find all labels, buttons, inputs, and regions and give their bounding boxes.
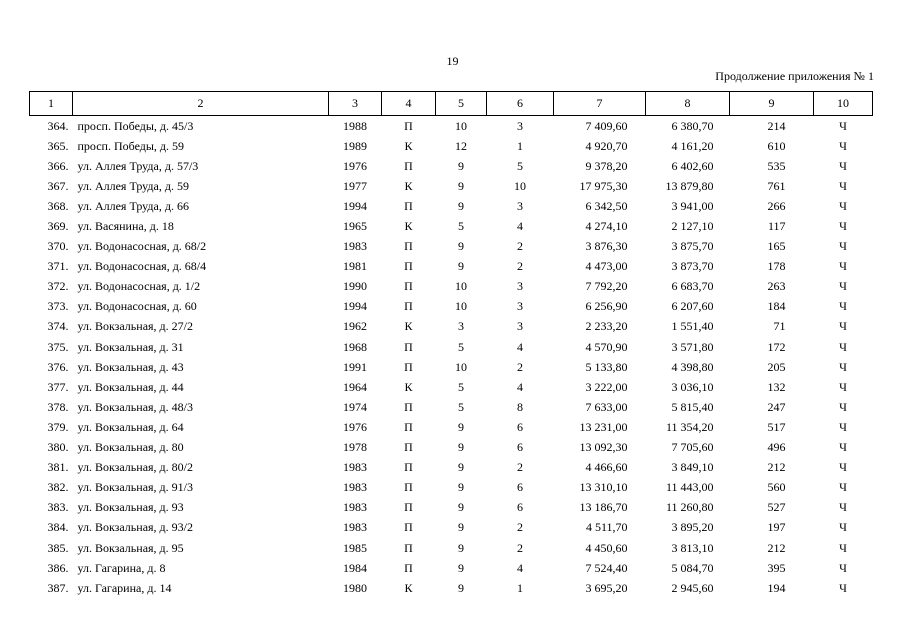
table-row bbox=[30, 136, 873, 156]
wall-type-cell: П bbox=[404, 279, 413, 294]
floors-cell: 12 bbox=[455, 138, 467, 153]
total-area-cell: 13 231,00 bbox=[579, 419, 628, 434]
address-cell: ул. Вокзальная, д. 93 bbox=[77, 500, 184, 515]
row-number-cell: 380. bbox=[47, 440, 69, 455]
entrances-cell: 3 bbox=[517, 279, 523, 294]
living-area-cell: 3 875,70 bbox=[671, 239, 714, 254]
residents-cell: 165 bbox=[767, 239, 786, 254]
row-number-cell: 384. bbox=[47, 520, 69, 535]
wall-type-cell: П bbox=[404, 399, 413, 414]
column-header-2: 2 bbox=[73, 92, 329, 116]
table-row bbox=[30, 237, 873, 257]
total-area-cell: 5 133,80 bbox=[585, 359, 628, 374]
row-number-cell: 383. bbox=[47, 500, 69, 515]
table-row bbox=[30, 196, 873, 216]
table-row bbox=[30, 116, 873, 137]
year-cell: 1976 bbox=[343, 419, 367, 434]
address-cell: ул. Аллея Труда, д. 66 bbox=[77, 198, 189, 213]
entrances-cell: 3 bbox=[517, 319, 523, 334]
entrances-cell: 3 bbox=[517, 198, 523, 213]
address-cell: ул. Вокзальная, д. 93/2 bbox=[77, 520, 193, 535]
table-row bbox=[30, 277, 873, 297]
residents-cell: 214 bbox=[767, 118, 786, 133]
total-area-cell: 4 511,70 bbox=[585, 520, 628, 535]
floors-cell: 9 bbox=[458, 198, 464, 213]
entrances-cell: 3 bbox=[517, 118, 523, 133]
residents-cell: 205 bbox=[767, 359, 786, 374]
category-cell: Ч bbox=[839, 399, 847, 414]
category-cell: Ч bbox=[839, 118, 847, 133]
floors-cell: 5 bbox=[458, 339, 464, 354]
total-area-cell: 4 466,60 bbox=[585, 460, 628, 475]
table-row bbox=[30, 518, 873, 538]
living-area-cell: 2 127,10 bbox=[671, 219, 714, 234]
total-area-cell: 9 378,20 bbox=[585, 158, 628, 173]
living-area-cell: 3 849,10 bbox=[671, 460, 714, 475]
row-number-cell: 382. bbox=[47, 480, 69, 495]
year-cell: 1983 bbox=[343, 239, 367, 254]
address-cell: ул. Вокзальная, д. 80 bbox=[77, 440, 184, 455]
residents-cell: 247 bbox=[767, 399, 786, 414]
address-cell: ул. Васянина, д. 18 bbox=[77, 219, 174, 234]
wall-type-cell: П bbox=[404, 520, 413, 535]
wall-type-cell: П bbox=[404, 500, 413, 515]
table-row bbox=[30, 317, 873, 337]
column-header-1: 1 bbox=[30, 92, 73, 116]
category-cell: Ч bbox=[839, 540, 847, 555]
category-cell: Ч bbox=[839, 379, 847, 394]
row-number-cell: 367. bbox=[47, 178, 69, 193]
category-cell: Ч bbox=[839, 279, 847, 294]
wall-type-cell: К bbox=[404, 580, 413, 595]
entrances-cell: 10 bbox=[514, 178, 526, 193]
category-cell: Ч bbox=[839, 198, 847, 213]
entrances-cell: 2 bbox=[517, 239, 523, 254]
address-cell: ул. Водонасосная, д. 68/4 bbox=[77, 259, 207, 274]
living-area-cell: 3 873,70 bbox=[671, 259, 714, 274]
residents-cell: 610 bbox=[767, 138, 786, 153]
year-cell: 1985 bbox=[343, 540, 367, 555]
table-row bbox=[30, 156, 873, 176]
wall-type-cell: П bbox=[404, 158, 413, 173]
residents-cell: 560 bbox=[767, 480, 786, 495]
entrances-cell: 1 bbox=[517, 138, 523, 153]
wall-type-cell: К bbox=[404, 178, 413, 193]
category-cell: Ч bbox=[839, 480, 847, 495]
year-cell: 1965 bbox=[343, 219, 367, 234]
row-number-cell: 372. bbox=[47, 279, 69, 294]
row-number-cell: 376. bbox=[47, 359, 69, 374]
row-number-cell: 381. bbox=[47, 460, 69, 475]
residents-cell: 263 bbox=[767, 279, 786, 294]
floors-cell: 9 bbox=[458, 440, 464, 455]
column-header-10: 10 bbox=[814, 92, 873, 116]
residents-cell: 178 bbox=[767, 259, 786, 274]
floors-cell: 9 bbox=[458, 500, 464, 515]
residents-cell: 132 bbox=[767, 379, 786, 394]
living-area-cell: 6 380,70 bbox=[671, 118, 714, 133]
living-area-cell: 5 815,40 bbox=[671, 399, 714, 414]
category-cell: Ч bbox=[839, 460, 847, 475]
year-cell: 1983 bbox=[343, 520, 367, 535]
row-number-cell: 386. bbox=[47, 560, 69, 575]
page-number: 19 bbox=[446, 54, 459, 68]
address-cell: просп. Победы, д. 59 bbox=[77, 138, 185, 153]
year-cell: 1981 bbox=[343, 259, 367, 274]
entrances-cell: 6 bbox=[517, 480, 523, 495]
year-cell: 1980 bbox=[343, 580, 367, 595]
entrances-cell: 3 bbox=[517, 299, 523, 314]
total-area-cell: 4 274,10 bbox=[585, 219, 628, 234]
wall-type-cell: К bbox=[404, 319, 413, 334]
category-cell: Ч bbox=[839, 219, 847, 234]
address-cell: ул. Вокзальная, д. 31 bbox=[77, 339, 184, 354]
column-header-5: 5 bbox=[436, 92, 487, 116]
entrances-cell: 2 bbox=[517, 259, 523, 274]
residents-cell: 527 bbox=[767, 500, 786, 515]
entrances-cell: 1 bbox=[517, 580, 523, 595]
category-cell: Ч bbox=[839, 259, 847, 274]
year-cell: 1991 bbox=[343, 359, 367, 374]
address-cell: ул. Гагарина, д. 14 bbox=[77, 580, 172, 595]
category-cell: Ч bbox=[839, 440, 847, 455]
column-header-6: 6 bbox=[487, 92, 554, 116]
category-cell: Ч bbox=[839, 500, 847, 515]
category-cell: Ч bbox=[839, 520, 847, 535]
entrances-cell: 5 bbox=[517, 158, 523, 173]
year-cell: 1994 bbox=[343, 299, 367, 314]
year-cell: 1989 bbox=[343, 138, 367, 153]
total-area-cell: 6 256,90 bbox=[585, 299, 628, 314]
row-number-cell: 369. bbox=[47, 219, 69, 234]
table-row bbox=[30, 538, 873, 558]
entrances-cell: 4 bbox=[517, 379, 523, 394]
living-area-cell: 6 402,60 bbox=[671, 158, 714, 173]
residents-cell: 266 bbox=[767, 198, 786, 213]
total-area-cell: 17 975,30 bbox=[579, 178, 628, 193]
category-cell: Ч bbox=[839, 239, 847, 254]
table-row bbox=[30, 578, 873, 598]
total-area-cell: 13 310,10 bbox=[579, 480, 628, 495]
living-area-cell: 7 705,60 bbox=[671, 440, 714, 455]
address-cell: ул. Вокзальная, д. 44 bbox=[77, 379, 184, 394]
table-row bbox=[30, 337, 873, 357]
floors-cell: 9 bbox=[458, 239, 464, 254]
address-cell: ул. Водонасосная, д. 68/2 bbox=[77, 239, 207, 254]
living-area-cell: 2 945,60 bbox=[671, 580, 714, 595]
wall-type-cell: К bbox=[404, 219, 413, 234]
address-cell: ул. Гагарина, д. 8 bbox=[77, 560, 166, 575]
appendix-continuation-caption: Продолжение приложения № 1 bbox=[715, 69, 874, 83]
table-row bbox=[30, 297, 873, 317]
entrances-cell: 2 bbox=[517, 520, 523, 535]
total-area-cell: 7 409,60 bbox=[585, 118, 628, 133]
residents-cell: 535 bbox=[767, 158, 786, 173]
floors-cell: 9 bbox=[458, 259, 464, 274]
living-area-cell: 4 398,80 bbox=[671, 359, 714, 374]
floors-cell: 3 bbox=[458, 319, 464, 334]
row-number-cell: 374. bbox=[47, 319, 69, 334]
total-area-cell: 4 920,70 bbox=[585, 138, 628, 153]
wall-type-cell: К bbox=[404, 379, 413, 394]
table-row bbox=[30, 357, 873, 377]
wall-type-cell: К bbox=[404, 138, 413, 153]
wall-type-cell: П bbox=[404, 540, 413, 555]
entrances-cell: 4 bbox=[517, 560, 523, 575]
year-cell: 1994 bbox=[343, 198, 367, 213]
residents-cell: 517 bbox=[767, 419, 786, 434]
year-cell: 1988 bbox=[343, 118, 367, 133]
housing-registry-table bbox=[29, 91, 873, 598]
residents-cell: 761 bbox=[767, 178, 786, 193]
floors-cell: 5 bbox=[458, 379, 464, 394]
living-area-cell: 3 036,10 bbox=[671, 379, 714, 394]
total-area-cell: 7 792,20 bbox=[585, 279, 628, 294]
table-row bbox=[30, 216, 873, 236]
year-cell: 1964 bbox=[343, 379, 367, 394]
floors-cell: 5 bbox=[458, 399, 464, 414]
entrances-cell: 6 bbox=[517, 500, 523, 515]
residents-cell: 212 bbox=[767, 540, 786, 555]
column-header-7: 7 bbox=[554, 92, 646, 116]
table-row bbox=[30, 377, 873, 397]
category-cell: Ч bbox=[839, 319, 847, 334]
wall-type-cell: П bbox=[404, 460, 413, 475]
year-cell: 1984 bbox=[343, 560, 367, 575]
residents-cell: 172 bbox=[767, 339, 786, 354]
column-header-9: 9 bbox=[730, 92, 814, 116]
year-cell: 1962 bbox=[343, 319, 367, 334]
living-area-cell: 6 207,60 bbox=[671, 299, 714, 314]
wall-type-cell: П bbox=[404, 239, 413, 254]
year-cell: 1974 bbox=[343, 399, 367, 414]
floors-cell: 10 bbox=[455, 299, 467, 314]
entrances-cell: 2 bbox=[517, 540, 523, 555]
floors-cell: 10 bbox=[455, 359, 467, 374]
residents-cell: 496 bbox=[767, 440, 786, 455]
row-number-cell: 365. bbox=[47, 138, 69, 153]
living-area-cell: 11 443,00 bbox=[665, 480, 714, 495]
column-header-4: 4 bbox=[382, 92, 436, 116]
row-number-cell: 387. bbox=[47, 580, 69, 595]
living-area-cell: 3 941,00 bbox=[671, 198, 714, 213]
row-number-cell: 370. bbox=[47, 239, 69, 254]
total-area-cell: 7 633,00 bbox=[585, 399, 628, 414]
living-area-cell: 11 260,80 bbox=[665, 500, 714, 515]
category-cell: Ч bbox=[839, 339, 847, 354]
residents-cell: 194 bbox=[767, 580, 786, 595]
wall-type-cell: П bbox=[404, 419, 413, 434]
wall-type-cell: П bbox=[404, 198, 413, 213]
floors-cell: 9 bbox=[458, 419, 464, 434]
address-cell: просп. Победы, д. 45/3 bbox=[77, 118, 194, 133]
year-cell: 1983 bbox=[343, 500, 367, 515]
table-row bbox=[30, 458, 873, 478]
table-row bbox=[30, 558, 873, 578]
address-cell: ул. Аллея Труда, д. 59 bbox=[77, 178, 189, 193]
row-number-cell: 371. bbox=[47, 259, 69, 274]
wall-type-cell: П bbox=[404, 299, 413, 314]
category-cell: Ч bbox=[839, 158, 847, 173]
total-area-cell: 3 695,20 bbox=[585, 580, 628, 595]
year-cell: 1990 bbox=[343, 279, 367, 294]
category-cell: Ч bbox=[839, 299, 847, 314]
year-cell: 1978 bbox=[343, 440, 367, 455]
residents-cell: 212 bbox=[767, 460, 786, 475]
living-area-cell: 5 084,70 bbox=[671, 560, 714, 575]
table-header-row bbox=[30, 92, 873, 116]
year-cell: 1977 bbox=[343, 178, 367, 193]
table-row bbox=[30, 176, 873, 196]
total-area-cell: 3 222,00 bbox=[585, 379, 628, 394]
column-header-8: 8 bbox=[646, 92, 730, 116]
floors-cell: 9 bbox=[458, 480, 464, 495]
row-number-cell: 364. bbox=[47, 118, 69, 133]
floors-cell: 9 bbox=[458, 560, 464, 575]
table-row bbox=[30, 397, 873, 417]
table-row bbox=[30, 478, 873, 498]
total-area-cell: 7 524,40 bbox=[585, 560, 628, 575]
floors-cell: 10 bbox=[455, 279, 467, 294]
residents-cell: 395 bbox=[767, 560, 786, 575]
row-number-cell: 385. bbox=[47, 540, 69, 555]
entrances-cell: 4 bbox=[517, 219, 523, 234]
total-area-cell: 4 473,00 bbox=[585, 259, 628, 274]
living-area-cell: 3 571,80 bbox=[671, 339, 714, 354]
table-row bbox=[30, 498, 873, 518]
wall-type-cell: П bbox=[404, 440, 413, 455]
floors-cell: 9 bbox=[458, 540, 464, 555]
living-area-cell: 3 813,10 bbox=[671, 540, 714, 555]
total-area-cell: 3 876,30 bbox=[585, 239, 628, 254]
total-area-cell: 2 233,20 bbox=[585, 319, 628, 334]
floors-cell: 9 bbox=[458, 178, 464, 193]
row-number-cell: 368. bbox=[47, 198, 69, 213]
address-cell: ул. Вокзальная, д. 43 bbox=[77, 359, 184, 374]
wall-type-cell: П bbox=[404, 560, 413, 575]
residents-cell: 117 bbox=[767, 219, 786, 234]
year-cell: 1968 bbox=[343, 339, 367, 354]
table-row bbox=[30, 257, 873, 277]
total-area-cell: 13 186,70 bbox=[579, 500, 628, 515]
row-number-cell: 379. bbox=[47, 419, 69, 434]
total-area-cell: 4 450,60 bbox=[585, 540, 628, 555]
address-cell: ул. Аллея Труда, д. 57/3 bbox=[77, 158, 199, 173]
living-area-cell: 11 354,20 bbox=[665, 419, 714, 434]
address-cell: ул. Вокзальная, д. 95 bbox=[77, 540, 184, 555]
row-number-cell: 377. bbox=[47, 379, 69, 394]
floors-cell: 9 bbox=[458, 580, 464, 595]
entrances-cell: 6 bbox=[517, 419, 523, 434]
living-area-cell: 4 161,20 bbox=[671, 138, 714, 153]
entrances-cell: 4 bbox=[517, 339, 523, 354]
floors-cell: 10 bbox=[455, 118, 467, 133]
total-area-cell: 6 342,50 bbox=[585, 198, 628, 213]
residents-cell: 184 bbox=[767, 299, 786, 314]
table-row bbox=[30, 417, 873, 437]
floors-cell: 9 bbox=[458, 460, 464, 475]
category-cell: Ч bbox=[839, 419, 847, 434]
category-cell: Ч bbox=[839, 560, 847, 575]
wall-type-cell: П bbox=[404, 359, 413, 374]
column-header-3: 3 bbox=[329, 92, 382, 116]
entrances-cell: 6 bbox=[517, 440, 523, 455]
floors-cell: 9 bbox=[458, 158, 464, 173]
category-cell: Ч bbox=[839, 138, 847, 153]
entrances-cell: 2 bbox=[517, 359, 523, 374]
row-number-cell: 378. bbox=[47, 399, 69, 414]
year-cell: 1983 bbox=[343, 460, 367, 475]
address-cell: ул. Вокзальная, д. 64 bbox=[77, 419, 184, 434]
category-cell: Ч bbox=[839, 580, 847, 595]
category-cell: Ч bbox=[839, 178, 847, 193]
row-number-cell: 375. bbox=[47, 339, 69, 354]
entrances-cell: 8 bbox=[517, 399, 523, 414]
year-cell: 1983 bbox=[343, 480, 367, 495]
address-cell: ул. Вокзальная, д. 80/2 bbox=[77, 460, 193, 475]
living-area-cell: 1 551,40 bbox=[671, 319, 714, 334]
row-number-cell: 373. bbox=[47, 299, 69, 314]
living-area-cell: 3 895,20 bbox=[671, 520, 714, 535]
category-cell: Ч bbox=[839, 359, 847, 374]
row-number-cell: 366. bbox=[47, 158, 69, 173]
total-area-cell: 4 570,90 bbox=[585, 339, 628, 354]
living-area-cell: 13 879,80 bbox=[665, 178, 714, 193]
wall-type-cell: П bbox=[404, 339, 413, 354]
wall-type-cell: П bbox=[404, 480, 413, 495]
residents-cell: 197 bbox=[767, 520, 786, 535]
address-cell: ул. Водонасосная, д. 1/2 bbox=[77, 279, 201, 294]
entrances-cell: 2 bbox=[517, 460, 523, 475]
address-cell: ул. Водонасосная, д. 60 bbox=[77, 299, 197, 314]
table-row bbox=[30, 438, 873, 458]
year-cell: 1976 bbox=[343, 158, 367, 173]
total-area-cell: 13 092,30 bbox=[579, 440, 628, 455]
floors-cell: 5 bbox=[458, 219, 464, 234]
living-area-cell: 6 683,70 bbox=[671, 279, 714, 294]
wall-type-cell: П bbox=[404, 118, 413, 133]
residents-cell: 71 bbox=[773, 319, 786, 334]
address-cell: ул. Вокзальная, д. 91/3 bbox=[77, 480, 193, 495]
address-cell: ул. Вокзальная, д. 27/2 bbox=[77, 319, 193, 334]
address-cell: ул. Вокзальная, д. 48/3 bbox=[77, 399, 193, 414]
table-body bbox=[30, 116, 873, 599]
floors-cell: 9 bbox=[458, 520, 464, 535]
wall-type-cell: П bbox=[404, 259, 413, 274]
